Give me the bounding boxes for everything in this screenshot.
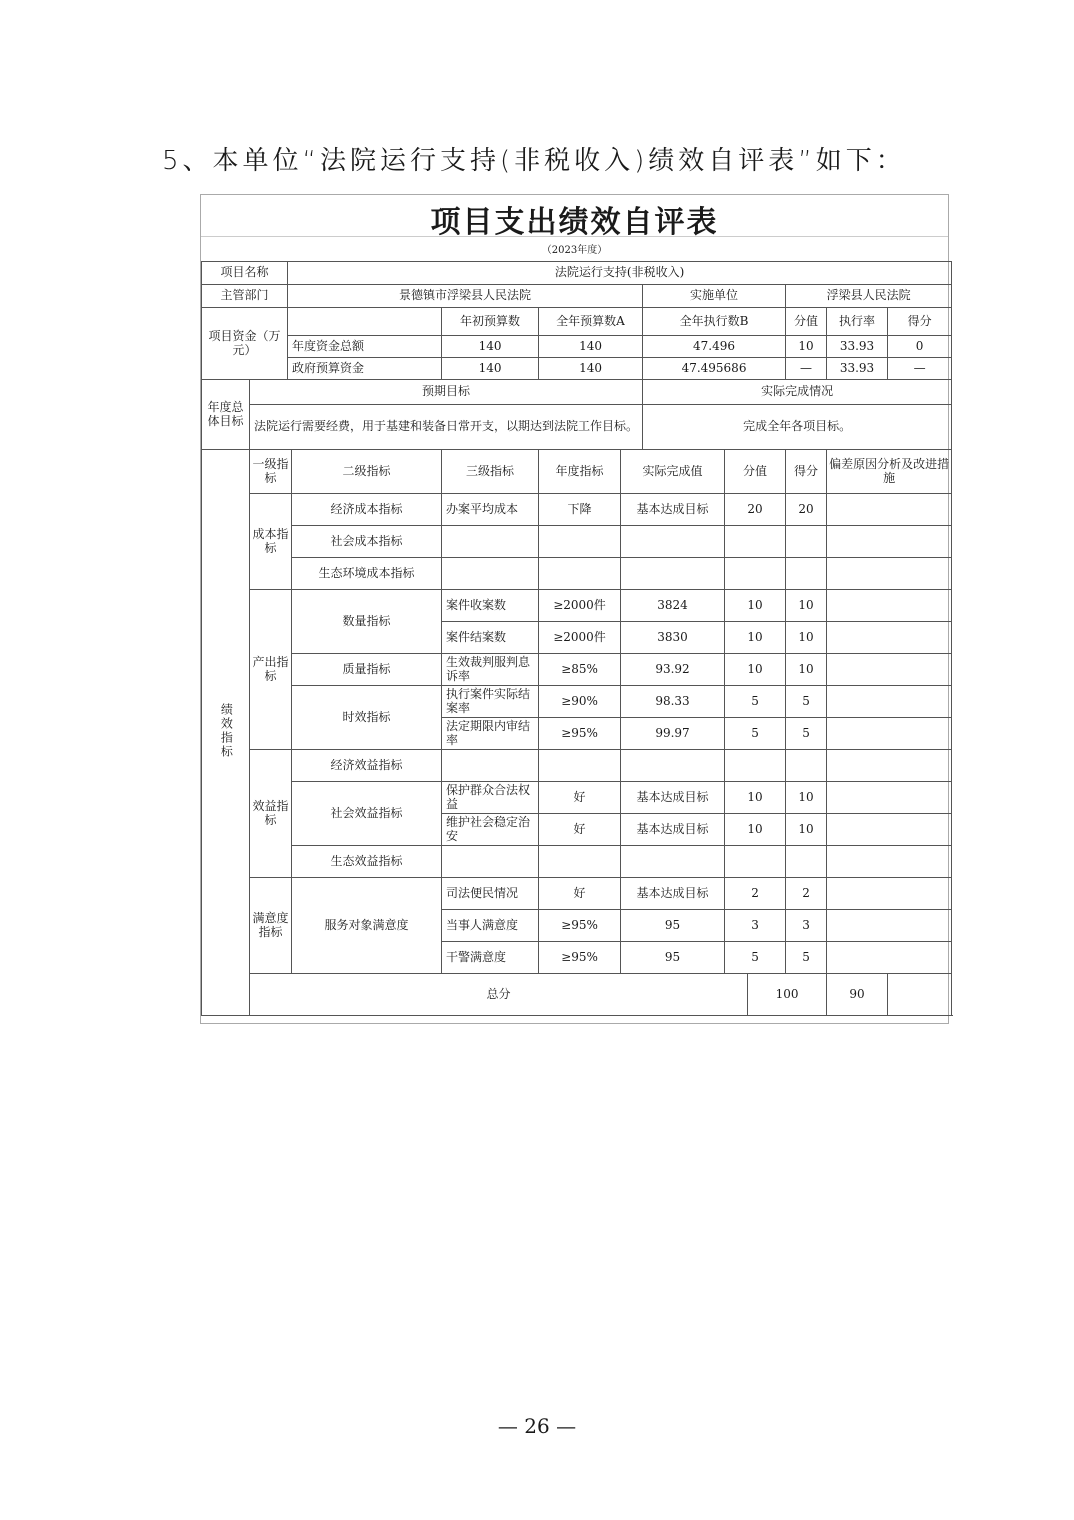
analysis-cell <box>827 686 952 718</box>
got-cell: 5 <box>786 686 827 718</box>
analysis-cell <box>827 526 952 558</box>
evaluation-table <box>201 261 952 1016</box>
analysis-cell <box>827 494 952 526</box>
form-title: 项目支出绩效自评表 <box>430 205 719 240</box>
actual-cell: 95 <box>621 942 725 974</box>
funds-executed: 47.496 <box>643 336 786 358</box>
score-cell: 5 <box>725 686 786 718</box>
funds-blank-header <box>288 308 442 336</box>
l2-cell: 质量指标 <box>292 654 442 686</box>
funds-label: 项目资金（万元） <box>202 308 288 380</box>
actual-cell: 95 <box>621 910 725 942</box>
funds-row-label: 政府预算资金 <box>288 358 442 380</box>
got-cell: 10 <box>786 622 827 654</box>
l3-cell <box>442 846 539 878</box>
analysis-cell <box>827 782 952 814</box>
l3-cell: 司法便民情况 <box>442 878 539 910</box>
dept-label: 主管部门 <box>202 285 288 308</box>
actual-cell: 93.92 <box>621 654 725 686</box>
got-cell <box>786 750 827 782</box>
unit-label: 实施单位 <box>643 285 786 308</box>
l3-cell: 法定期限内审结率 <box>442 718 539 750</box>
table-row <box>202 526 952 558</box>
funds-header-executed: 全年执行数B <box>643 308 786 336</box>
score-cell <box>725 558 786 590</box>
l2-cell: 经济效益指标 <box>292 750 442 782</box>
score-cell: 20 <box>725 494 786 526</box>
funds-annual: 140 <box>539 336 643 358</box>
actual-cell: 基本达成目标 <box>621 782 725 814</box>
l2-cell: 社会效益指标 <box>292 782 442 846</box>
score-cell: 10 <box>725 814 786 846</box>
table-row <box>202 494 952 526</box>
header-analysis: 偏差原因分析及改进措施 <box>827 450 952 494</box>
target-cell: 好 <box>539 814 621 846</box>
got-cell: 5 <box>786 942 827 974</box>
analysis-cell <box>827 942 952 974</box>
funds-got: — <box>888 358 952 380</box>
funds-header-rate: 执行率 <box>827 308 888 336</box>
l3-cell: 案件结案数 <box>442 622 539 654</box>
l2-cell: 服务对象满意度 <box>292 878 442 974</box>
l1-benefit: 效益指标 <box>250 750 292 878</box>
funds-score: 10 <box>786 336 827 358</box>
header-score: 分值 <box>725 450 786 494</box>
header-l2: 二级指标 <box>292 450 442 494</box>
l2-cell: 时效指标 <box>292 686 442 750</box>
project-name: 法院运行支持(非税收入) <box>288 262 952 285</box>
score-cell: 5 <box>725 942 786 974</box>
funds-row-gov <box>202 358 952 380</box>
unit-name: 浮梁县人民法院 <box>786 285 952 308</box>
total-analysis <box>888 974 952 1016</box>
analysis-cell <box>827 558 952 590</box>
funds-initial: 140 <box>442 358 539 380</box>
target-cell <box>539 526 621 558</box>
funds-initial: 140 <box>442 336 539 358</box>
got-cell <box>786 558 827 590</box>
actual-cell <box>621 846 725 878</box>
table-row <box>202 590 952 622</box>
l3-cell: 办案平均成本 <box>442 494 539 526</box>
actual-cell <box>621 750 725 782</box>
analysis-cell <box>827 846 952 878</box>
target-cell <box>539 846 621 878</box>
table-row <box>202 878 952 910</box>
funds-annual: 140 <box>539 358 643 380</box>
goal-expected-label: 预期目标 <box>250 380 643 405</box>
l3-cell <box>442 750 539 782</box>
got-cell <box>786 526 827 558</box>
score-cell <box>725 846 786 878</box>
target-cell: ≥2000件 <box>539 590 621 622</box>
actual-cell: 3830 <box>621 622 725 654</box>
funds-header-annual: 全年预算数A <box>539 308 643 336</box>
actual-cell: 基本达成目标 <box>621 814 725 846</box>
score-cell: 10 <box>725 622 786 654</box>
l3-cell: 维护社会稳定治安 <box>442 814 539 846</box>
target-cell: ≥95% <box>539 718 621 750</box>
funds-row-label: 年度资金总额 <box>288 336 442 358</box>
l1-output: 产出指标 <box>250 590 292 750</box>
target-cell: ≥90% <box>539 686 621 718</box>
table-row <box>202 846 952 878</box>
table-row <box>202 782 952 814</box>
dept-name: 景德镇市浮梁县人民法院 <box>288 285 643 308</box>
total-got: 90 <box>827 974 888 1016</box>
goal-content-row <box>202 405 952 450</box>
actual-cell <box>621 558 725 590</box>
page-number: — 26 — <box>497 1414 577 1438</box>
goal-actual-label: 实际完成情况 <box>643 380 952 405</box>
goal-expected: 法院运行需要经费，用于基建和装备日常开支，以期达到法院工作目标。 <box>250 405 643 450</box>
self-evaluation-form <box>200 194 949 1024</box>
score-cell <box>725 526 786 558</box>
funds-row-total <box>202 336 952 358</box>
l3-cell: 当事人满意度 <box>442 910 539 942</box>
total-row <box>202 974 952 1016</box>
funds-header-got: 得分 <box>888 308 952 336</box>
got-cell: 20 <box>786 494 827 526</box>
total-label: 总分 <box>250 974 748 1016</box>
l2-cell: 社会成本指标 <box>292 526 442 558</box>
l2-cell: 经济成本指标 <box>292 494 442 526</box>
score-cell: 10 <box>725 654 786 686</box>
funds-executed: 47.495686 <box>643 358 786 380</box>
header-got: 得分 <box>786 450 827 494</box>
l1-cost: 成本指标 <box>250 494 292 590</box>
analysis-cell <box>827 718 952 750</box>
department-row <box>202 285 952 308</box>
got-cell: 10 <box>786 590 827 622</box>
project-name-label: 项目名称 <box>202 262 288 285</box>
analysis-cell <box>827 590 952 622</box>
analysis-cell <box>827 750 952 782</box>
got-cell: 5 <box>786 718 827 750</box>
analysis-cell <box>827 654 952 686</box>
target-cell: 好 <box>539 878 621 910</box>
funds-score: — <box>786 358 827 380</box>
actual-cell: 基本达成目标 <box>621 878 725 910</box>
target-cell: ≥85% <box>539 654 621 686</box>
l2-cell: 生态效益指标 <box>292 846 442 878</box>
title-divider <box>201 236 948 237</box>
actual-cell: 3824 <box>621 590 725 622</box>
target-cell: ≥95% <box>539 910 621 942</box>
score-cell: 10 <box>725 782 786 814</box>
analysis-cell <box>827 814 952 846</box>
total-score: 100 <box>748 974 827 1016</box>
table-row <box>202 750 952 782</box>
analysis-cell <box>827 878 952 910</box>
funds-rate: 33.93 <box>827 336 888 358</box>
l1-satisfaction: 满意度指标 <box>250 878 292 974</box>
target-cell: ≥2000件 <box>539 622 621 654</box>
table-row <box>202 558 952 590</box>
target-cell: 下降 <box>539 494 621 526</box>
actual-cell: 98.33 <box>621 686 725 718</box>
year-note: （2023年度） <box>541 245 608 256</box>
target-cell: 好 <box>539 782 621 814</box>
l3-cell: 干警满意度 <box>442 942 539 974</box>
goal-actual: 完成全年各项目标。 <box>643 405 952 450</box>
target-cell: ≥95% <box>539 942 621 974</box>
goal-header-row <box>202 380 952 405</box>
header-target: 年度指标 <box>539 450 621 494</box>
target-cell <box>539 750 621 782</box>
header-l1: 一级指标 <box>250 450 292 494</box>
score-cell: 3 <box>725 910 786 942</box>
got-cell: 10 <box>786 782 827 814</box>
l3-cell: 生效裁判服判息诉率 <box>442 654 539 686</box>
project-name-row <box>202 262 952 285</box>
actual-cell: 99.97 <box>621 718 725 750</box>
l3-cell: 保护群众合法权益 <box>442 782 539 814</box>
score-cell: 5 <box>725 718 786 750</box>
score-cell <box>725 750 786 782</box>
indicator-side-label: 绩效指标 <box>202 450 250 1016</box>
funds-header-initial: 年初预算数 <box>442 308 539 336</box>
got-cell: 3 <box>786 910 827 942</box>
funds-rate: 33.93 <box>827 358 888 380</box>
table-row <box>202 654 952 686</box>
funds-got: 0 <box>888 336 952 358</box>
table-row <box>202 686 952 718</box>
l3-cell <box>442 526 539 558</box>
got-cell: 10 <box>786 654 827 686</box>
score-cell: 2 <box>725 878 786 910</box>
l3-cell: 执行案件实际结案率 <box>442 686 539 718</box>
funds-header-score: 分值 <box>786 308 827 336</box>
goal-label: 年度总体目标 <box>202 380 250 450</box>
analysis-cell <box>827 622 952 654</box>
indicator-header-row <box>202 450 952 494</box>
l3-cell <box>442 558 539 590</box>
header-actual: 实际完成值 <box>621 450 725 494</box>
got-cell <box>786 846 827 878</box>
got-cell: 2 <box>786 878 827 910</box>
l2-cell: 数量指标 <box>292 590 442 654</box>
target-cell <box>539 558 621 590</box>
analysis-cell <box>827 910 952 942</box>
funds-header-row <box>202 308 952 336</box>
score-cell: 10 <box>725 590 786 622</box>
actual-cell: 基本达成目标 <box>621 494 725 526</box>
header-l3: 三级指标 <box>442 450 539 494</box>
l3-cell: 案件收案数 <box>442 590 539 622</box>
section-heading: 5、本单位“法院运行支持(非税收入)绩效自评表”如下： <box>162 146 906 176</box>
got-cell: 10 <box>786 814 827 846</box>
l2-cell: 生态环境成本指标 <box>292 558 442 590</box>
actual-cell <box>621 526 725 558</box>
